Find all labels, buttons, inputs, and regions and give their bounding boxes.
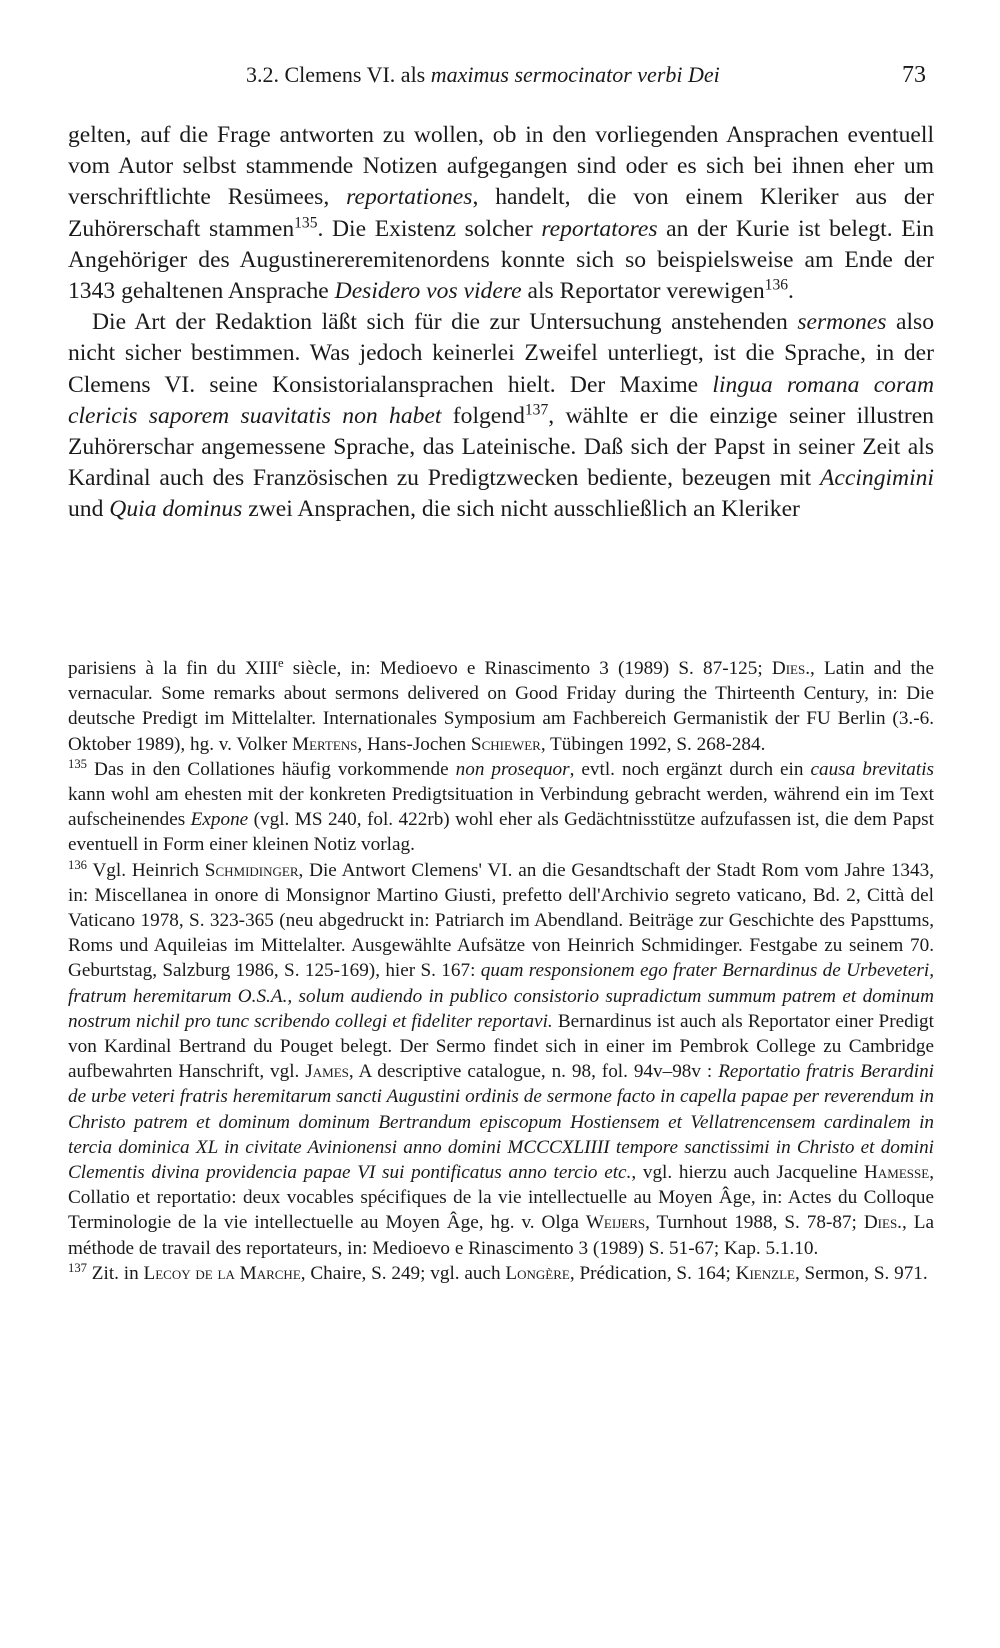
main-text <box>68 120 934 526</box>
footnote-number: 135 <box>68 756 87 771</box>
footnote-number: 137 <box>68 1260 87 1275</box>
footnote-number: 136 <box>68 857 87 872</box>
running-head <box>246 62 926 92</box>
running-head-title: 3.2. Clemens VI. als maximus sermocinator verbi Dei <box>246 62 720 87</box>
footnote-continuation: parisiens à la fin du XIIIe siècle, in: Medioevo e Rinascimento 3 (1989) S. 87-125; Dies., Latin and the vernacular. Some remarks about sermons delivered on Good Friday during the Thirteenth Century, in: Die deutsche Predigt im Mittelalter. Internationales Symposium am Fachbereich Germanistik der FU Berlin (3.-6. Oktober 1989), hg. v. Volker Mertens, Hans-Jochen Schiewer, Tübingen 1992, S. 268-284. <box>68 656 934 755</box>
footnote-136: $^{136}$ Vgl. Heinrich Schmidinger, Die Antwort Clemens' VI. an die Gesandtschaft der Stadt Rom vom Jahre 1343, in: Miscellanea in onore di Monsignor Martino Giusti, prefetto dell'Archivio segreto vaticano, Bd. 2, Città del Vaticano 1978, S. 323-365 (neu abgedruckt in: Patriarch im Abendland. Beiträge zur Geschichte des Papsttums, Roms und Aquileias im Mittelalter. Ausgewählte Aufsätze von Heinrich Schmidinger. Festgabe zu seinem 70. Geburtstag, Salzburg 1986, S. 125-169), hier S. 167: quam responsionem ego frater Bernardinus de Urbeveteri, fratrum heremitarum O.S.A., solum audiendo in publico consistorio supradictum summum patrem et dominum nostrum nichil pro tunc scribendo collegi et fideliter reportavi. Bernardinus ist auch als Reportator einer Predigt von Kardinal Bertrand du Pouget belegt. Der Sermo findet sich in einer im Pembrok College zu Cambridge aufbewahrten Hanschrift, vgl. James, A descriptive catalogue, n. 98, fol. 94v–98v : Reportatio fratris Berardini de urbe veteri fratris heremitarum sancti Augustini ordinis de sermone facto in capella papae per reverendum in Christo patrem et dominum dominum Bertrandum episcopum Hostiensem et Vellatrencensem cardinalem in tercia dominica XL in civitate Avinionensi anno domini MCCCXLIIII tempore sanctissimi in Christo et domini Clementis divina providencia papae VI sui pontificatus anno tercio etc., vgl. hierzu auch Jacqueline Hamesse, Collatio et reportatio: deux vocables spécifiques de la vie intellectuelle au Moyen Âge, in: Actes du Colloque Terminologie de la vie intellectuelle au Moyen Âge, hg. v. Olga Weijers, Turnhout 1988, S. 78-87; Dies., La méthode de travail des reportateurs, in: Medioevo e Rinascimento 3 (1989) S. 51-67; Kap. 5.1.10. <box>68 857 934 1259</box>
footnote-ref-137[interactable]: 137 <box>524 401 549 419</box>
footnote-ref-136[interactable]: 136 <box>764 276 789 294</box>
page-number: 73 <box>902 62 926 88</box>
footnote-137: $^{137}$ Zit. in Lecoy de la Marche, Chaire, S. 249; vgl. auch Longère, Prédication, S. 164; Kienzle, Sermon, S. 971. <box>68 1260 928 1284</box>
footnotes <box>68 656 934 1286</box>
paragraph-2: Die Art der Redaktion läßt sich für die zur Untersuchung anstehenden sermones also nicht sicher bestimmen. Was jedoch keinerlei Zweifel unterliegt, ist die Sprache, in der Clemens VI. seine Konsistorialansprachen hielt. Der Maxime lingua romana coram clericis saporem suavitatis non habet folgend$^{137}$, wählte er die einzige seiner illustren Zuhörerschar angemessene Sprache, das Lateinische. Daß sich der Papst in seiner Zeit als Kardinal auch des Französischen zu Predigtzwecken bediente, bezeugen mit Accingimini und Quia dominus zwei Ansprachen, die sich nicht ausschließlich an Kleriker <box>68 309 935 523</box>
paragraph-1: gelten, auf die Frage antworten zu wollen, ob in den vorliegenden Ansprachen eventuell vom Autor selbst stammende Notizen aufgegangen sind oder es sich bei ihnen eher um verschriftlichte Resümees, reportationes, handelt, die von einem Kleriker aus der Zuhörerschaft stammen$^{135}$. Die Existenz solcher reportatores an der Kurie ist belegt. Ein Angehöriger des Augustinereremitenordens konnte sich so beispielsweise am Ende der 1343 gehaltenen Ansprache Desidero vos videre als Reportator verewigen$^{136}$. <box>68 122 935 305</box>
footnote-ref-135[interactable]: 135 <box>294 214 318 232</box>
footnote-135: $^{135}$ Das in den Collationes häufig vorkommende non prosequor, evtl. noch ergänzt durch ein causa brevitatis kann wohl am ehesten mit der konkreten Predigtsituation in Verbindung gebracht werden, während ein im Text aufscheinendes Expone (vgl. MS 240, fol. 422rb) wohl eher als Gedächtnisstütze aufzufassen ist, die dem Papst eventuell in Form einer kleinen Notiz vorlag. <box>68 756 934 856</box>
